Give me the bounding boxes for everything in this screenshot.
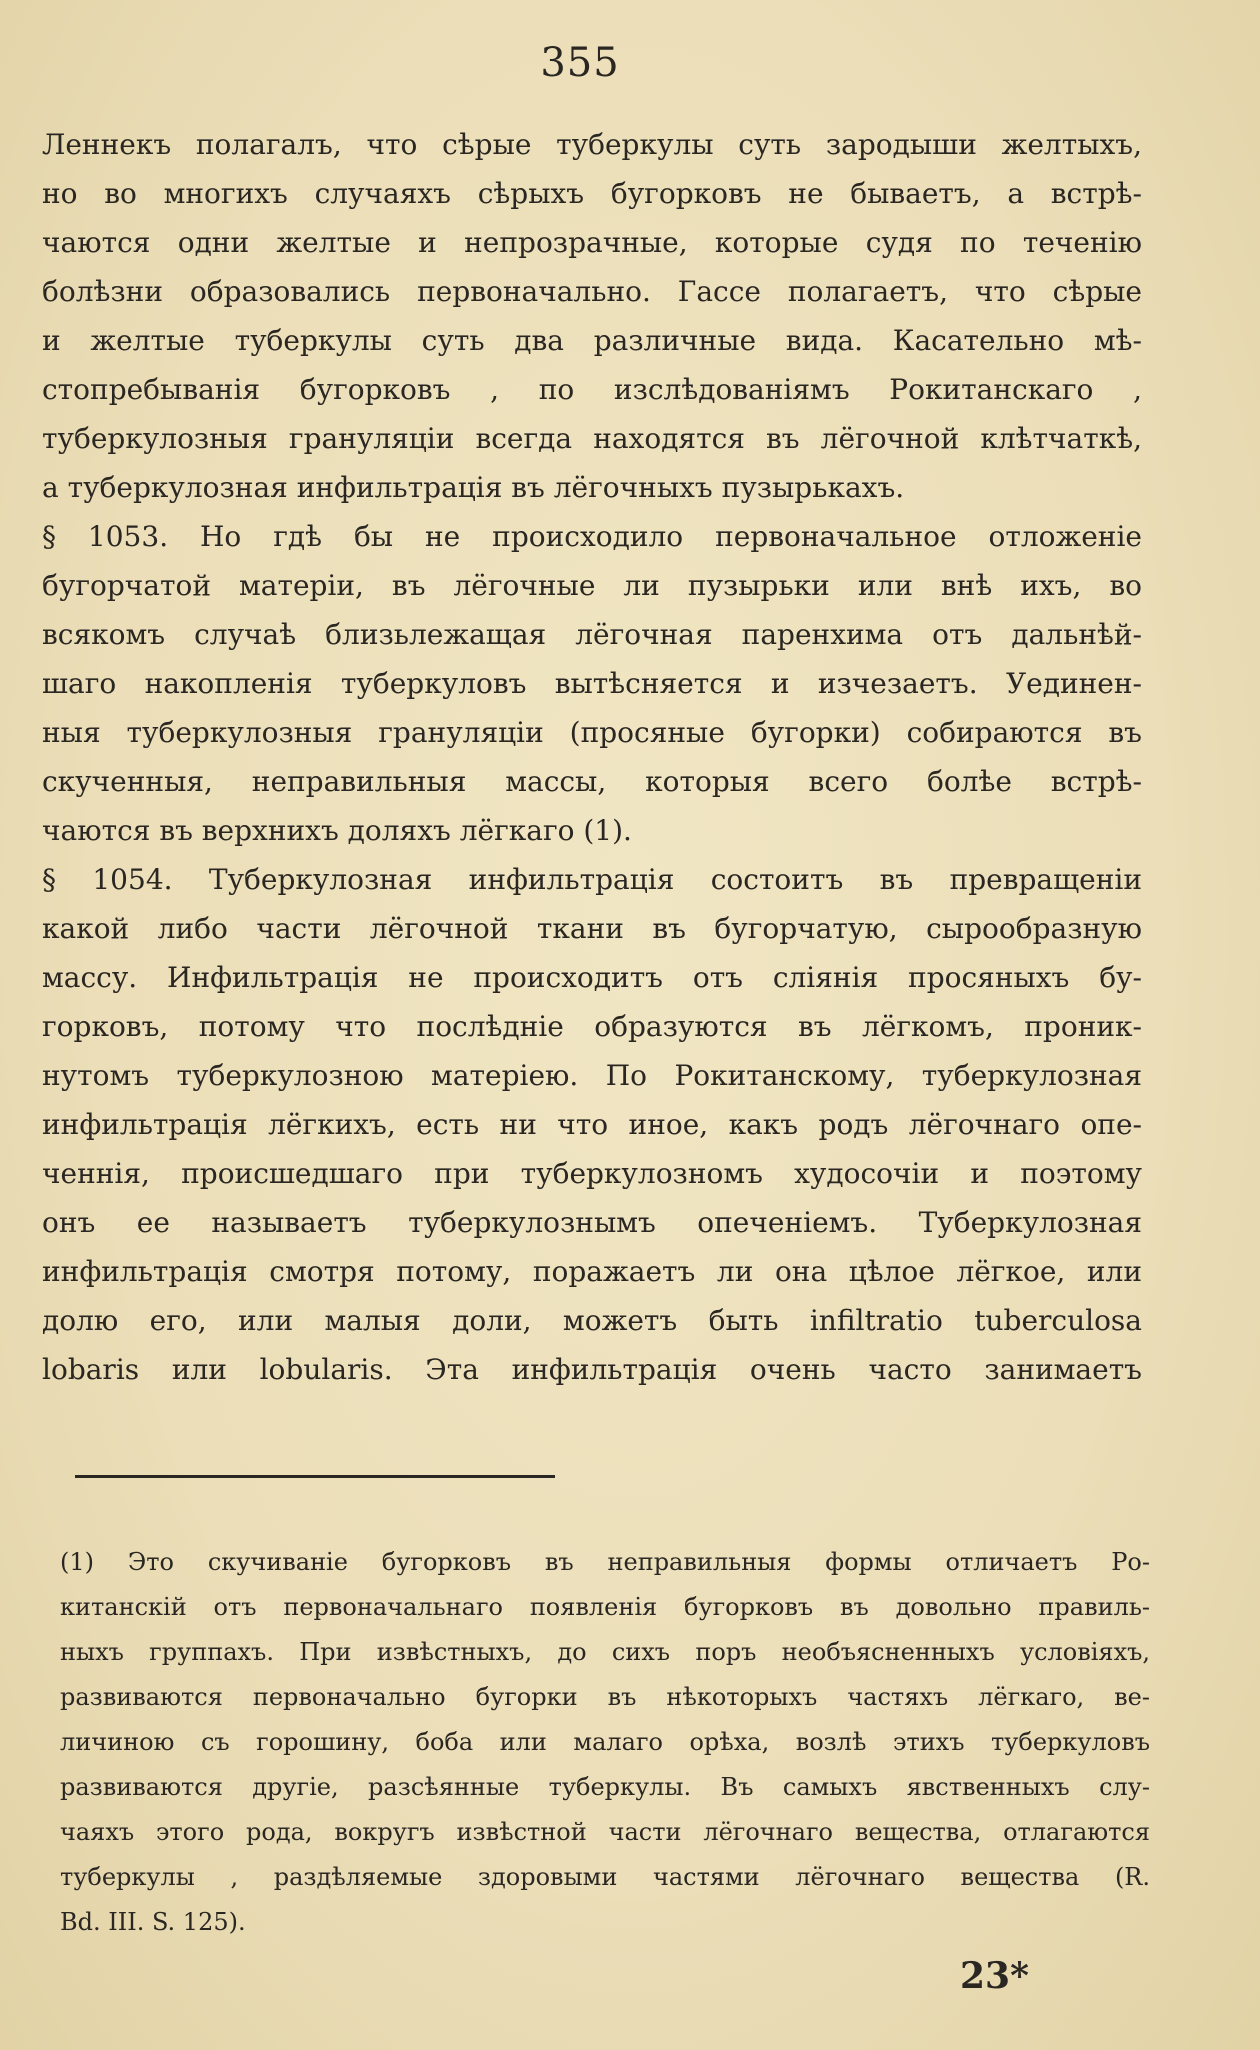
footnote-divider [75,1475,555,1478]
text-line: туберкулозныя грануляціи всегда находятся въ лёгочной клѣтчаткѣ, [42,422,1142,455]
text-line: lobaris или lobularis. Эта инфильтрація очень часто занимаетъ [42,1353,1142,1386]
text-line: чаются одни желтые и непрозрачные, которые судя по теченію [42,226,1142,259]
footnote-line: туберкулы , раздѣляемые здоровыми частями лёгочнаго вещества (R. [60,1863,1150,1891]
footnote-line: Bd. III. S. 125). [60,1908,246,1936]
text-line: бугорчатой матеріи, въ лёгочные ли пузырьки или внѣ ихъ, во [42,569,1142,602]
footnote-line: китанскій отъ первоначальнаго появленія бугорковъ въ довольно правиль- [60,1593,1150,1621]
text-line: и желтые туберкулы суть два различные вида. Касательно мѣ- [42,324,1142,357]
text-line: ченнія, происшедшаго при туберкулозномъ худосочіи и поэтому [42,1157,1142,1190]
text-line: § 1054. Туберкулозная инфильтрація состоитъ въ превращеніи [42,863,1142,896]
page-number: 355 [540,40,620,86]
text-line: но во многихъ случаяхъ сѣрыхъ бугорковъ не бываетъ, а встрѣ- [42,177,1142,210]
text-line: какой либо части лёгочной ткани въ бугорчатую, сырообразную [42,912,1142,945]
text-line: долю его, или малыя доли, можетъ быть infiltratio tuberculosa [42,1304,1142,1337]
text-line: инфильтрація смотря потому, поражаетъ ли она цѣлое лёгкое, или [42,1255,1142,1288]
text-line: § 1053. Но гдѣ бы не происходило первоначальное отложеніе [42,520,1142,553]
text-line: шаго накопленія туберкуловъ вытѣсняется и изчезаетъ. Уединен- [42,667,1142,700]
text-line: нутомъ туберкулозною матеріею. По Рокитанскому, туберкулозная [42,1059,1142,1092]
footnote-line: развиваются первоначально бугорки въ нѣкоторыхъ частяхъ лёгкаго, ве- [60,1683,1150,1711]
printer-signature-mark: 23* [960,1955,1029,1997]
text-line: Леннекъ полагалъ, что сѣрые туберкулы суть зародыши желтыхъ, [42,128,1142,161]
text-line: болѣзни образовались первоначально. Гассе полагаетъ, что сѣрые [42,275,1142,308]
text-line: онъ ее называетъ туберкулознымъ опеченіемъ. Туберкулозная [42,1206,1142,1239]
main-text [42,120,1142,1394]
footnote-line: развиваются другіе, разсѣянные туберкулы. Въ самыхъ явственныхъ слу- [60,1773,1150,1801]
text-line: массу. Инфильтрація не происходитъ отъ слiянія просяныхъ бу- [42,961,1142,994]
text-line: скученныя, неправильныя массы, которыя всего болѣе встрѣ- [42,765,1142,798]
text-line: чаются въ верхнихъ доляхъ лёгкаго (1). [42,814,632,847]
text-line: всякомъ случаѣ близьлежащая лёгочная паренхима отъ дальнѣй- [42,618,1142,651]
text-line: стопребыванія бугорковъ , по изслѣдованіямъ Рокитанскаго , [42,373,1142,406]
footnote [60,1540,1150,1945]
text-line: а туберкулозная инфильтрація въ лёгочныхъ пузырькахъ. [42,471,905,504]
footnote-line: (1) Это скучиваніе бугорковъ въ неправильныя формы отличаетъ Ро- [60,1548,1150,1576]
text-line: инфильтрація лёгкихъ, есть ни что иное, какъ родъ лёгочнаго опе- [42,1108,1142,1141]
text-line: ныя туберкулозныя грануляціи (просяные бугорки) собираются въ [42,716,1142,749]
footnote-line: ныхъ группахъ. При извѣстныхъ, до сихъ поръ необъясненныхъ условіяхъ, [60,1638,1150,1666]
footnote-line: чаяхъ этого рода, вокругъ извѣстной части лёгочнаго вещества, отлагаются [60,1818,1150,1846]
footnote-line: личиною съ горошину, боба или малаго орѣха, возлѣ этихъ туберкуловъ [60,1728,1150,1756]
text-line: горковъ, потому что послѣдніе образуются въ лёгкомъ, проник- [42,1010,1142,1043]
